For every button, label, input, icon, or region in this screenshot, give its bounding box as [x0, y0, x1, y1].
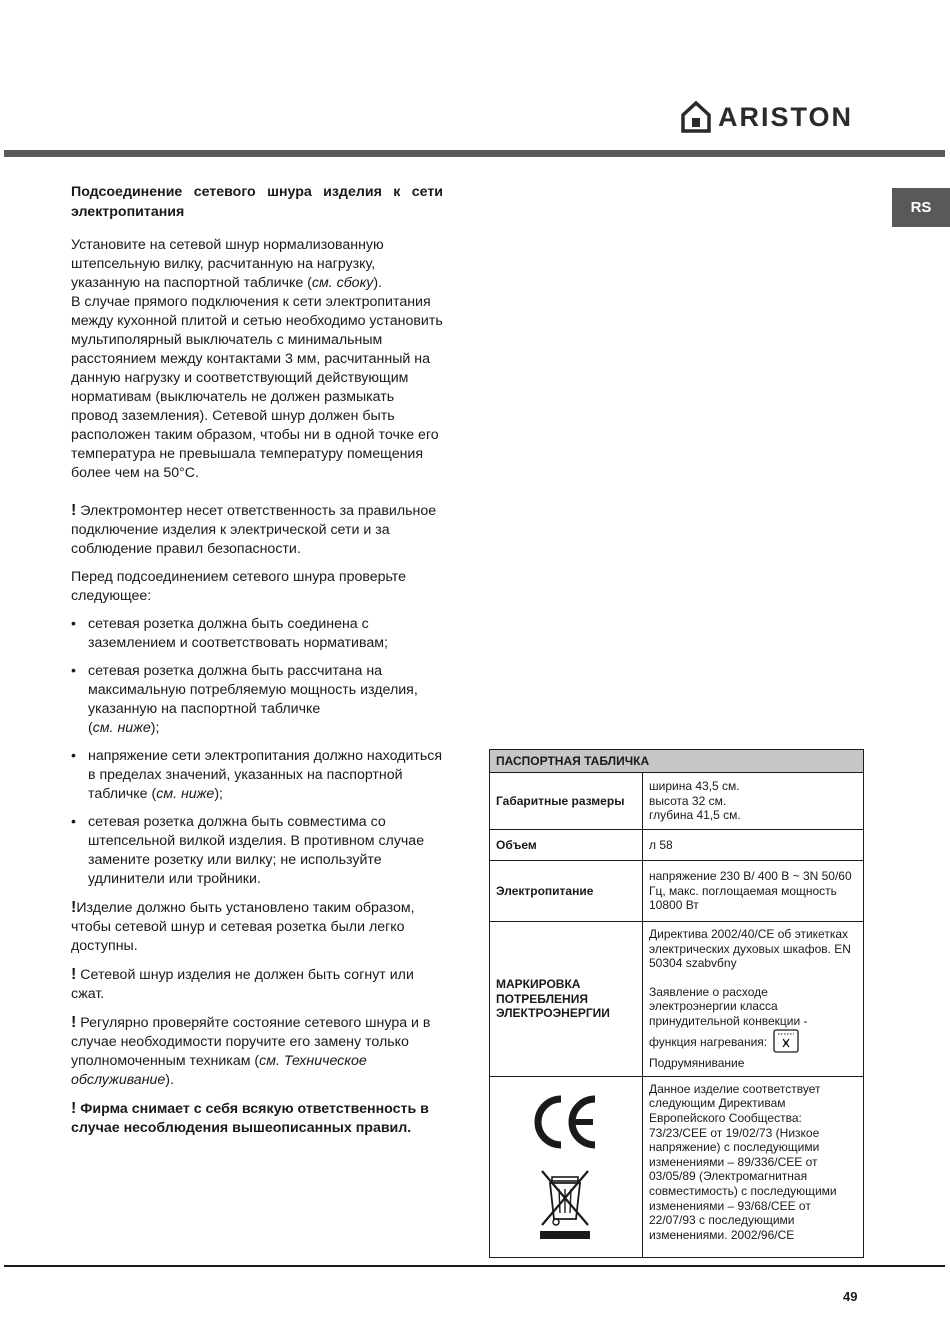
- energy-value: [643, 922, 864, 1077]
- ref-text: см. ниже: [92, 720, 151, 736]
- footer-rule: [4, 1265, 945, 1267]
- ce-mark-icon: [531, 1093, 601, 1151]
- ref-text: см. ниже: [156, 786, 215, 802]
- warning-text: Фирма снимает с себя всякую ответственность в случае несоблюдения вышеописанных правил.: [71, 1101, 429, 1136]
- warning-cord: [71, 965, 443, 1004]
- language-tab: RS: [892, 188, 950, 227]
- ref-text: см. сбоку: [311, 275, 374, 291]
- warning-text: Сетевой шнур изделия не должен быть согнут или сжат.: [71, 967, 414, 1002]
- text: сетевая розетка должна быть соединена с заземлением и соответствовать нормативам;: [88, 616, 388, 651]
- table-row: [490, 1076, 864, 1257]
- text: В случае прямого подключения к сети электропитания между кухонной плитой и сетью необходимо установить мультиполярный выключатель с минимальным расстоянием между контактами 3 мм, расчитанный на данную нагрузку и соответствующий действующим нормативам (выключатель не должен размыкать провод заземления). Сетевой шнур должен быть расположен таким образом, чтобы ни в одной точке его температура не превышала температуру помещения более чем на 50°C.: [71, 294, 443, 481]
- text: Установите на сетевой шнур нормализованную штепсельную вилку, расчитанную на нагрузку, указанную на паспортной табличке (: [71, 237, 384, 291]
- checklist-intro: Перед подсоединением сетевого шнура проверьте следующее:: [71, 569, 407, 604]
- depth-value: глубина 41,5 см.: [649, 808, 741, 823]
- text: ).: [373, 275, 383, 291]
- energy-label: МАРКИРОВКА ПОТРЕБЛЕНИЯ ЭЛЕКТРОЭНЕРГИИ: [490, 922, 643, 1077]
- table-row: [490, 861, 864, 922]
- text: Заявление о расходе электроэнергии класса принудительной конвекции - функция нагревания:: [649, 984, 808, 1049]
- checklist: [71, 615, 443, 889]
- power-label: Электропитание: [490, 861, 643, 922]
- warning-icon: !: [71, 966, 77, 983]
- table-row: [490, 830, 864, 861]
- conformity-value: Данное изделие соответствует следующим Директивам Европейского Сообщества: 73/23/CEE от 19/02/73 (Низкое напряжение) с последующими изменениями – 89/336/CEE от 03/05/89 (Электромагнитная совместимость) с последующими изменениями – 93/68/CEE от 22/07/93 с последующими изменениями. 2002/96/CE: [643, 1076, 864, 1257]
- list-item: [71, 747, 443, 804]
- declaration-text: [649, 985, 857, 1056]
- power-value: напряжение 230 В/ 400 В ~ 3N 50/60 Гц, макс. поглощаемая мощность 10800 Вт: [643, 861, 864, 922]
- volume-value: л 58: [643, 830, 864, 861]
- main-text: [71, 182, 443, 1147]
- fan-function-icon: [773, 1029, 799, 1057]
- warning-text: Электромонтер несет ответственность за правильное подключение изделия к электрической сети и за соблюдение правил безопасности.: [71, 503, 437, 557]
- warning-icon: !: [71, 899, 77, 916]
- text: сетевая розетка должна быть рассчитана на максимальную потребляемую мощность изделия, указанную на паспортной табличке: [88, 663, 418, 717]
- warning-icon: !: [71, 1100, 77, 1117]
- warning-liability: [71, 1099, 443, 1138]
- width-value: ширина 43,5 см.: [649, 779, 740, 794]
- table-header-row: [490, 750, 864, 773]
- brand-logo: [681, 100, 853, 134]
- marks-cell: [490, 1076, 643, 1257]
- table-row: [490, 773, 864, 830]
- house-icon: [681, 101, 711, 133]
- text: (: [88, 720, 93, 736]
- section-heading: Подсоединение сетевого шнура изделия к сети электропитания: [71, 184, 443, 220]
- weee-bin-icon: [538, 1169, 594, 1241]
- directive-text: Директива 2002/40/CE об этикетках электрических духовых шкафов. EN 50304 szabvбny: [649, 927, 851, 971]
- function-name: Подрумянивание: [649, 1056, 745, 1071]
- text: );: [150, 720, 160, 736]
- list-item: [71, 615, 443, 653]
- brand-name: ARISTON: [718, 101, 854, 132]
- page-number: 49: [843, 1289, 858, 1304]
- table-title: ПАСПОРТНАЯ ТАБЛИЧКА: [490, 750, 864, 773]
- paragraph-connection: [71, 236, 443, 483]
- warning-inspect: [71, 1013, 443, 1090]
- ref-text: см. Техническое обслуживание: [71, 1053, 367, 1088]
- warning-text: Изделие должно быть установлено таким образом, чтобы сетевой шнур и сетевая розетка были легко доступны.: [71, 900, 415, 954]
- list-item: [71, 662, 443, 738]
- volume-label: Объем: [490, 830, 643, 861]
- warning-text: Регулярно проверяйте состояние сетевого шнура и в случае необходимости поручите его замену только уполномоченным техникам (: [71, 1015, 431, 1069]
- warning-access: [71, 898, 443, 956]
- height-value: высота 32 см.: [649, 793, 727, 808]
- text: сетевая розетка должна быть совместима со штепсельной вилкой изделия. В противном случае замените розетку или вилку; не используйте удлинители или тройники.: [88, 814, 425, 887]
- header-rule: [4, 150, 945, 157]
- rating-plate-table: [489, 749, 864, 1258]
- dimensions-value: [643, 773, 864, 830]
- list-item: [71, 813, 443, 889]
- warning-icon: !: [71, 1014, 77, 1031]
- dimensions-label: Габаритные размеры: [490, 773, 643, 830]
- warning-icon: !: [71, 502, 77, 519]
- table-row: [490, 922, 864, 1077]
- text: ).: [165, 1072, 174, 1088]
- text: );: [214, 786, 223, 802]
- text: напряжение сети электропитания должно находиться в пределах значений, указанных на паспортной табличке (: [88, 748, 443, 802]
- warning-electrician: [71, 501, 443, 559]
